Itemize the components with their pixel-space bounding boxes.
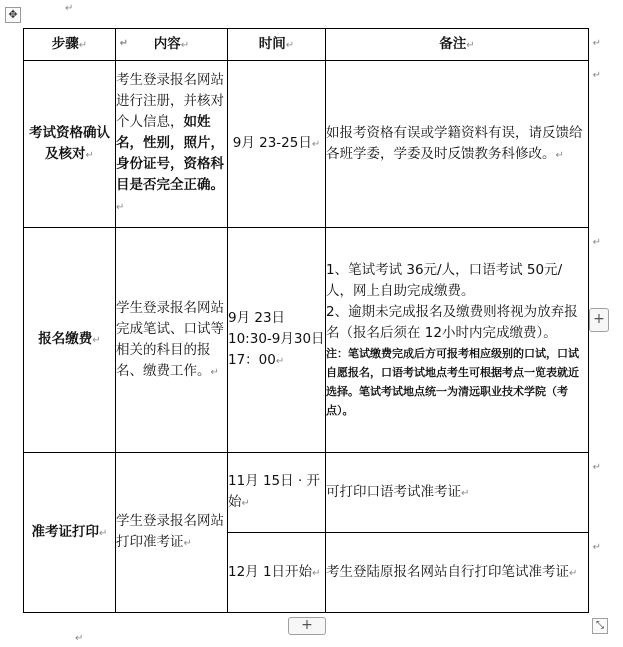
- time-cell: 9月 23-25日↵: [228, 61, 326, 228]
- note-line: 1、笔试考试 36元/人，口语考试 50元/人，网上自助完成缴费。: [326, 262, 563, 299]
- content-cell: 学生登录报名网站完成笔试、口试等相关的科目的报名、缴费工作。↵: [116, 228, 228, 453]
- header-time: 时间↵: [228, 29, 326, 61]
- header-note: 备注↵ ↵: [326, 29, 589, 61]
- content-cell: 考生登录报名网站进行注册，并核对个人信息，如姓名，性别，照片，身份证号，资格科目是否完全正确。↵: [116, 61, 228, 228]
- table-resize-handle-icon[interactable]: ⤡: [592, 618, 608, 634]
- content-cell: 学生登录报名网站打印准考证↵: [116, 453, 228, 613]
- table-row: [24, 453, 589, 533]
- note-remark: 注：笔试缴费完成后方可报考相应级别的口试，口试自愿报名，口语考试地点考生可根据考点一览表就近选择。笔试考试地点统一为清远职业技术学院（考点）。: [326, 347, 579, 417]
- paragraph-mark: ↵: [65, 3, 74, 14]
- table-header-row: [24, 29, 589, 61]
- note-cell: 1、笔试考试 36元/人，口语考试 50元/人，网上自助完成缴费。 2、逾期未完成报名及缴费则将视为放弃报名（报名后须在 12小时内完成缴费）。 注：笔试缴费完成后方可报考相应级别的口试，口试自愿报名，口语考试地点考生可根据考点一览表就近选择。笔试考试地点统一为清远职业技术学院（考点）。 ↵: [326, 228, 589, 453]
- step-cell: 报名缴费↵: [24, 228, 116, 453]
- note-cell: 考生登陆原报名网站自行打印笔试准考证↵ ↵: [326, 533, 589, 613]
- time-cell: 12月 1日开始↵: [228, 533, 326, 613]
- note-cell: 如报考资格有误或学籍资料有误，请反馈给各班学委，学委及时反馈教务科修改。↵ ↵: [326, 61, 589, 228]
- schedule-table: [23, 28, 601, 613]
- header-content: 内容↵: [116, 29, 228, 61]
- header-step: 步骤↵ ↵: [24, 29, 116, 61]
- note-line: 2、逾期未完成报名及缴费则将视为放弃报名（报名后须在 12小时内完成缴费）。: [326, 304, 578, 341]
- note-cell: 可打印口语考试准考证↵ ↵: [326, 453, 589, 533]
- time-cell: 9月 23日 10:30-9月30日 17：00↵: [228, 228, 326, 453]
- row-end-mark: ↵: [119, 38, 128, 49]
- step-cell: 准考证打印↵: [24, 453, 116, 613]
- paragraph-mark: ↵: [75, 633, 84, 644]
- add-row-button[interactable]: +: [288, 617, 326, 635]
- add-column-button[interactable]: +: [589, 308, 609, 332]
- step-cell: 考试资格确认及核对↵: [24, 61, 116, 228]
- table-move-handle-icon[interactable]: ✥: [5, 7, 21, 23]
- table-row: [24, 228, 589, 453]
- table-row: [24, 61, 589, 228]
- time-cell: 11月 15日 · 开始↵: [228, 453, 326, 533]
